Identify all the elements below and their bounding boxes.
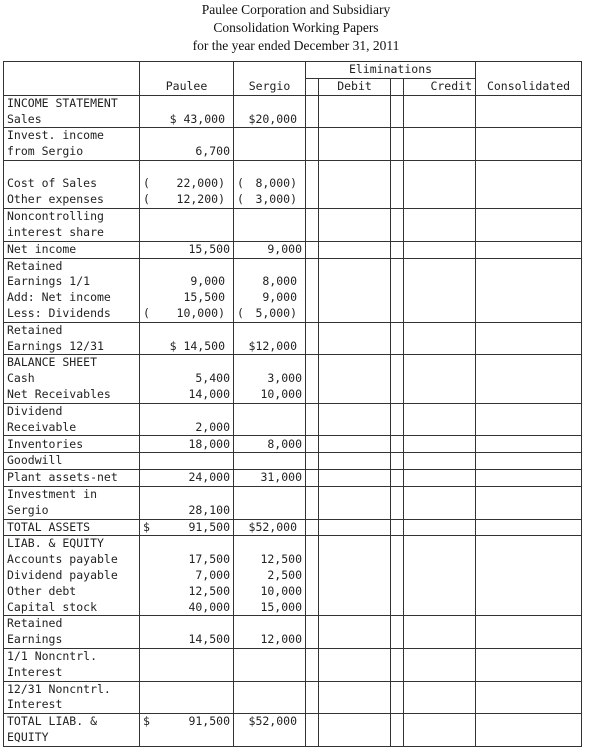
total-le-label-1: TOTAL LIAB. & — [7, 714, 98, 729]
inventories-paulee: 18,000 — [140, 436, 234, 453]
table-row — [4, 208, 582, 241]
total-assets-paulee: 91,500 — [188, 519, 230, 534]
table-row — [4, 453, 582, 470]
other-debt-sergio: 10,000 — [260, 583, 302, 598]
section-balance-sheet: BALANCE SHEET — [7, 355, 98, 370]
add-ni-label: Add: Net income — [7, 290, 111, 305]
re-close-label-1: Retained — [7, 322, 63, 337]
table-row: Retained Earnings 1/1 Add: Net income Less: Dividends 9,000 15,500 ( 10,000) 8,000 9,000 ( 5,000) — [4, 258, 582, 322]
cost-of-sales-paulee: 22,000) — [176, 176, 225, 191]
table-row — [4, 648, 582, 681]
re-open-label-2: Earnings 1/1 — [7, 274, 91, 289]
table-row — [4, 536, 582, 616]
cash-sergio: 3,000 — [267, 371, 302, 386]
capital-stock-sergio: 15,000 — [260, 599, 302, 614]
invest-income-label-1: Invest. income — [7, 128, 104, 143]
dividend-payable-sergio: 2,500 — [267, 567, 302, 582]
section-income-statement: INCOME STATEMENT — [7, 95, 118, 110]
re-close-label-2: Earnings 12/31 — [7, 338, 104, 353]
table-row — [4, 681, 582, 714]
sales-label: Sales — [7, 111, 42, 126]
less-div-sergio: 5,000) — [255, 305, 297, 320]
re-close-paulee: $ 14,500 — [140, 322, 234, 355]
paulee-header: Paulee — [140, 62, 234, 96]
net-receivables-sergio: 10,000 — [260, 386, 302, 401]
table-row — [4, 241, 582, 258]
inventories-sergio: 8,000 — [234, 436, 306, 453]
re-bs-sergio: 12,000 — [234, 616, 306, 649]
table-row: TOTAL ASSETS $ 91,500 $52,000 — [4, 519, 582, 536]
other-expenses-label: Other expenses — [7, 192, 104, 207]
table-row — [4, 436, 582, 453]
nci-share-label-2: interest share — [7, 224, 104, 239]
header-blank — [4, 62, 140, 96]
table-row: Cost of Sales Other expenses ( 22,000) ( 12,200) ( 8,000) ( 3,000) — [4, 160, 582, 208]
cost-of-sales-sergio: 8,000) — [255, 176, 297, 191]
cost-of-sales-label: Cost of Sales — [7, 176, 98, 191]
invest-sergio-label-2: Sergio — [7, 502, 49, 517]
table-row: TOTAL LIAB. & EQUITY $ 91,500 $52,000 — [4, 714, 582, 747]
other-debt-label: Other debt — [7, 583, 77, 598]
re-bs-paulee: 14,500 — [140, 616, 234, 649]
div-rec-label-2: Receivable — [7, 419, 77, 434]
nci-close-label-2: Interest — [7, 697, 63, 712]
invest-sergio-label-1: Investment in — [7, 486, 98, 501]
accounts-payable-label: Accounts payable — [7, 552, 118, 567]
div-rec-label-1: Dividend — [7, 403, 63, 418]
table-row — [4, 95, 582, 128]
invest-income-label-2: from Sergio — [7, 144, 84, 159]
total-le-paulee: 91,500 — [188, 714, 230, 729]
nci-open-label-1: 1/1 Noncntrl. — [7, 648, 98, 663]
re-open-paulee: 9,000 — [190, 274, 225, 289]
plant-assets-label: Plant assets-net — [4, 470, 140, 487]
table-row — [4, 355, 582, 403]
table-row — [4, 128, 582, 161]
add-ni-paulee: 15,500 — [183, 290, 225, 305]
worksheet-name: Consolidation Working Papers — [213, 20, 379, 35]
net-receivables-paulee: 14,000 — [188, 386, 230, 401]
nci-share-label-1: Noncontrolling — [7, 208, 104, 223]
cash-label: Cash — [7, 371, 35, 386]
nci-close-label-1: 12/31 Noncntrl. — [7, 681, 111, 696]
nci-open-label-2: Interest — [7, 664, 63, 679]
table-row — [4, 470, 582, 487]
re-close-sergio: $12,000 — [234, 322, 306, 355]
eliminations-header: Eliminations — [306, 62, 476, 79]
invest-sergio-paulee: 28,100 — [140, 486, 234, 519]
total-assets-sergio: $52,000 — [234, 519, 306, 536]
accounts-payable-sergio: 12,500 — [260, 552, 302, 567]
plant-assets-paulee: 24,000 — [140, 470, 234, 487]
section-liab-equity: LIAB. & EQUITY — [7, 536, 104, 551]
consolidated-header: Consolidated — [476, 62, 582, 96]
dividend-payable-label: Dividend payable — [7, 567, 118, 582]
other-debt-paulee: 12,500 — [188, 583, 230, 598]
cash-paulee: 5,400 — [195, 371, 230, 386]
plant-assets-sergio: 31,000 — [234, 470, 306, 487]
re-bs-label-1: Retained — [7, 616, 63, 631]
div-rec-paulee: 2,000 — [140, 403, 234, 436]
re-open-label-1: Retained — [7, 258, 63, 273]
accounts-payable-paulee: 17,500 — [188, 552, 230, 567]
capital-stock-paulee: 40,000 — [188, 599, 230, 614]
net-income-paulee: 15,500 — [140, 241, 234, 258]
less-div-paulee: 10,000) — [176, 305, 225, 320]
debit-header: Debit — [319, 78, 391, 95]
credit-header: Credit — [404, 78, 476, 95]
table-row — [4, 616, 582, 649]
other-expenses-sergio: 3,000) — [255, 192, 297, 207]
sergio-header: Sergio — [234, 62, 306, 96]
table-row — [4, 403, 582, 436]
net-income-label: Net income — [4, 241, 140, 258]
capital-stock-label: Capital stock — [7, 599, 98, 614]
total-le-label-2: EQUITY — [7, 729, 49, 744]
total-assets-label: TOTAL ASSETS — [4, 519, 140, 536]
other-expenses-paulee: 12,200) — [176, 192, 225, 207]
worksheet-title — [0, 1, 592, 55]
total-le-sergio: $52,000 — [234, 714, 306, 747]
add-ni-sergio: 9,000 — [262, 290, 297, 305]
period: for the year ended December 31, 2011 — [192, 38, 400, 53]
sales-paulee: $ 43,000 — [140, 95, 234, 128]
sales-sergio: $20,000 — [234, 95, 306, 128]
company-name: Paulee Corporation and Subsidiary — [201, 2, 391, 17]
net-receivables-label: Net Receivables — [7, 386, 111, 401]
less-div-label: Less: Dividends — [7, 305, 111, 320]
consolidation-worksheet — [3, 61, 582, 747]
goodwill-label: Goodwill — [4, 453, 140, 470]
re-open-sergio: 8,000 — [262, 274, 297, 289]
table-row — [4, 322, 582, 355]
dividend-payable-paulee: 7,000 — [195, 567, 230, 582]
net-income-sergio: 9,000 — [234, 241, 306, 258]
table-row — [4, 486, 582, 519]
invest-income-paulee: 6,700 — [140, 128, 234, 161]
re-bs-label-2: Earnings — [7, 632, 63, 647]
inventories-label: Inventories — [4, 436, 140, 453]
